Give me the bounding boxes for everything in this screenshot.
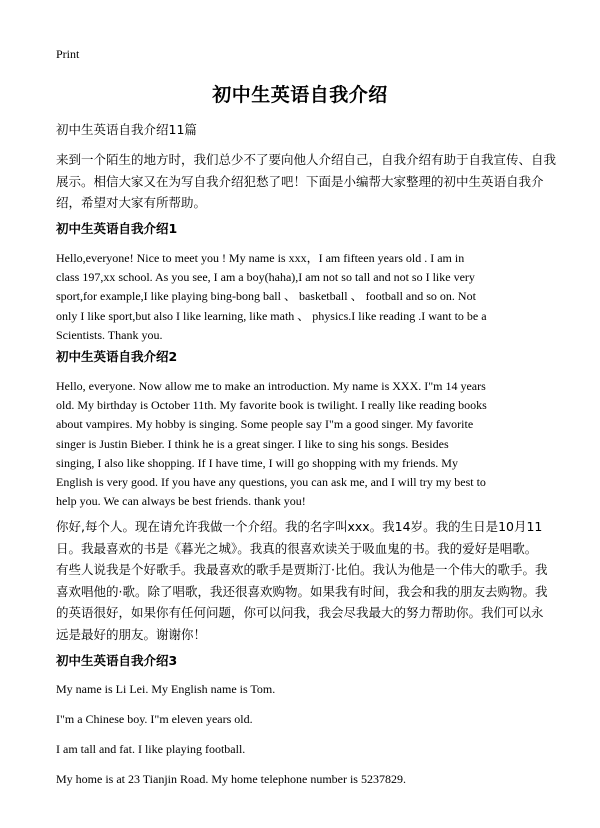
paragraph-line: Scientists. Thank you. bbox=[56, 327, 163, 342]
paragraph-line: sport,for example,I like playing bing-bong ball 、 basketball 、 football and so on. Not bbox=[56, 289, 476, 304]
print-link[interactable]: Print bbox=[56, 47, 80, 61]
section-heading-3: 初中生英语自我介绍3 bbox=[56, 653, 178, 668]
section-3-line-2: I"m a Chinese boy. I"m eleven years old. bbox=[56, 712, 253, 726]
section-3-line-4: My home is at 23 Tianjin Road. My home telephone number is 5237829. bbox=[56, 772, 406, 786]
intro-paragraph: 来到一个陌生的地方时，我们总少不了要向他人介绍自己，自我介绍有助于自我宣传、自我展示。相信大家又在为写自我介绍犯愁了吧！下面是小编帮大家整理的初中生英语自我介绍，希望对大家有所帮助。 bbox=[56, 152, 557, 210]
section-heading-1: 初中生英语自我介绍1 bbox=[56, 221, 178, 236]
paragraph-line: help you. We can always be best friends. thank you! bbox=[56, 494, 306, 509]
section-1-paragraph bbox=[56, 249, 544, 345]
document-subtitle: 初中生英语自我介绍11篇 bbox=[56, 122, 197, 137]
paragraph-line: old. My birthday is October 11th. My favorite book is twilight. I really like reading books bbox=[56, 398, 487, 413]
paragraph-line: English is very good. If you have any questions, you can ask me, and I will try my best to bbox=[56, 475, 486, 490]
section-3-line-1: My name is Li Lei. My English name is Tom. bbox=[56, 682, 276, 696]
paragraph-line: class 197,xx school. As you see, I am a boy(haha),I am not so tall and not so I like very bbox=[56, 270, 475, 285]
section-heading-2: 初中生英语自我介绍2 bbox=[56, 349, 178, 364]
paragraph-line: Hello, everyone. Now allow me to make an introduction. My name is XXX. I"m 14 years bbox=[56, 379, 486, 393]
section-3-line-3: I am tall and fat. I like playing football. bbox=[56, 742, 246, 756]
paragraph-line: Hello,everyone! Nice to meet you ! My name is xxx，I am fifteen years old . I am in bbox=[56, 251, 465, 265]
section-2-paragraph bbox=[56, 377, 544, 511]
section-2-translation: 你好,每个人。现在请允许我做一个介绍。我的名字叫xxx。我14岁。我的生日是10月11日。我最喜欢的书是《暮光之城》。我真的很喜欢读关于吸血鬼的书。我的爱好是唱歌。有些人说我是个好歌手。我最喜欢的歌手是贾斯汀·比伯。我认为他是一个伟大的歌手。我喜欢唱他的·歌。除了唱歌，我还很喜欢购物。如果我有时间，我会和我的朋友去购物。我的英语很好，如果你有任何问题，你可以问我，我会尽我最大的努力帮助你。我们可以永远是最好的朋友。谢谢你！ bbox=[56, 519, 548, 642]
document-title: 初中生英语自我介绍 bbox=[212, 84, 388, 106]
paragraph-line: only I like sport,but also I like learning, like math 、 physics.I like reading .I want to be a bbox=[56, 308, 487, 323]
paragraph-line: singer is Justin Bieber. I think he is a great singer. I like to sing his songs. Besides bbox=[56, 436, 449, 451]
paragraph-line: singing, I also like shopping. If I have time, I will go shopping with my friends. My bbox=[56, 455, 458, 470]
paragraph-line: about vampires. My hobby is singing. Some people say I"m a good singer. My favorite bbox=[56, 417, 474, 432]
